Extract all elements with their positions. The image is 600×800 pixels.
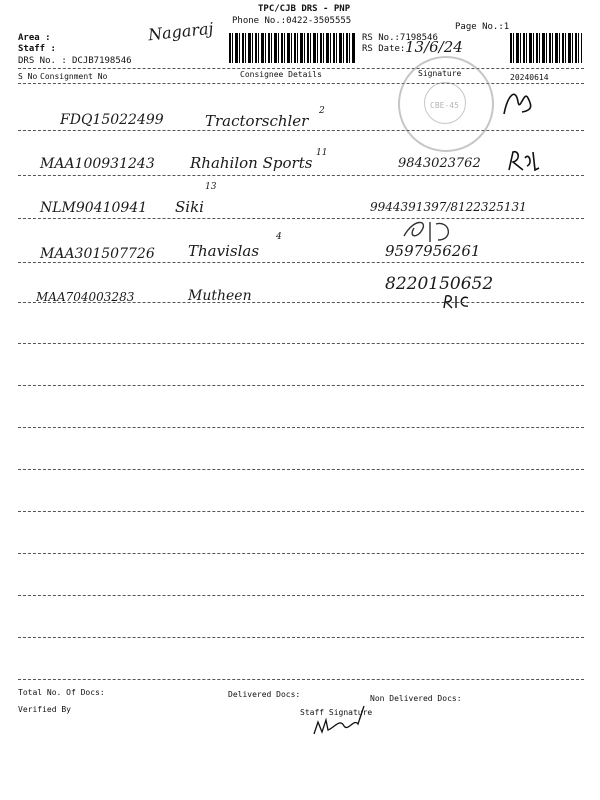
row-3-phone: 9944391397/8122325131 — [370, 200, 527, 214]
rs-number: RS No.:7198546 — [362, 33, 438, 43]
col-signature: Signature — [418, 69, 462, 78]
row-5-line — [18, 302, 584, 303]
empty-row-line — [18, 343, 584, 344]
col-consignment: Consignment No — [40, 72, 108, 81]
barcode-left — [229, 33, 355, 63]
drs-value: DCJB7198546 — [72, 56, 132, 66]
staff-signature-label: Staff Signature — [300, 708, 373, 717]
row-5-consignee: Mutheen — [188, 288, 252, 304]
row-2-phone: 9843023762 — [398, 156, 481, 171]
staff-signature — [310, 700, 370, 740]
row-2-line — [18, 175, 584, 176]
row-2-consignment: MAA100931243 — [40, 156, 155, 172]
row-1-mark: 2 — [319, 106, 325, 116]
row-3-line — [18, 218, 584, 219]
row-3-mark: 13 — [205, 182, 217, 192]
total-docs-label: Total No. Of Docs: — [18, 688, 105, 697]
row-1-signature — [498, 84, 538, 120]
row-5-phone: 8220150652 — [385, 274, 494, 294]
row-4-signature — [400, 216, 460, 246]
row-2-mark: 11 — [316, 148, 328, 158]
row-4-consignment: MAA301507726 — [40, 246, 155, 262]
stamp-text: CBE-45 — [430, 101, 459, 110]
rs-date-label: RS Date: — [362, 44, 406, 54]
row-2-signature — [505, 148, 541, 174]
row-1-line — [18, 130, 584, 131]
non-delivered-docs-label: Non Delivered Docs: — [370, 694, 462, 703]
staff-label: Staff : — [18, 44, 56, 54]
row-4-line — [18, 262, 584, 263]
empty-row-line — [18, 469, 584, 470]
col-date-code: 20240614 — [510, 73, 549, 82]
page-number: Page No.:1 — [455, 22, 510, 32]
delivered-docs-label: Delivered Docs: — [228, 690, 301, 699]
header-divider — [18, 68, 584, 69]
row-1-consignee: Tractorschler — [205, 112, 309, 130]
area-label: Area : — [18, 33, 51, 43]
empty-row-line — [18, 595, 584, 596]
staff-name-handwritten: Nagaraj — [147, 18, 215, 45]
office-stamp — [398, 56, 494, 152]
empty-row-line — [18, 553, 584, 554]
phone-number: Phone No.:0422-3505555 — [232, 16, 352, 26]
document-title: TPC/CJB DRS - PNP — [258, 4, 351, 14]
rs-date-value: 13/6/24 — [405, 38, 463, 56]
empty-row-line — [18, 637, 584, 638]
empty-row-line — [18, 511, 584, 512]
row-5-consignment: MAA704003283 — [36, 290, 135, 304]
drs-label: DRS No. : — [18, 56, 67, 66]
footer-divider — [18, 679, 584, 680]
row-3-consignee: Siki — [175, 198, 204, 216]
col-consignee: Consignee Details — [240, 70, 322, 79]
row-2-consignee: Rhahilon Sports — [190, 154, 313, 172]
empty-row-line — [18, 427, 584, 428]
barcode-right — [510, 33, 582, 63]
row-4-phone: 9597956261 — [385, 242, 481, 260]
empty-row-line — [18, 385, 584, 386]
col-sno: S No — [18, 72, 38, 81]
row-1-consignment: FDQ15022499 — [60, 112, 164, 128]
row-3-consignment: NLM90410941 — [40, 200, 148, 216]
row-4-mark: 4 — [276, 232, 282, 242]
verified-by-label: Verified By — [18, 705, 71, 714]
row-4-consignee: Thavislas — [188, 242, 260, 260]
